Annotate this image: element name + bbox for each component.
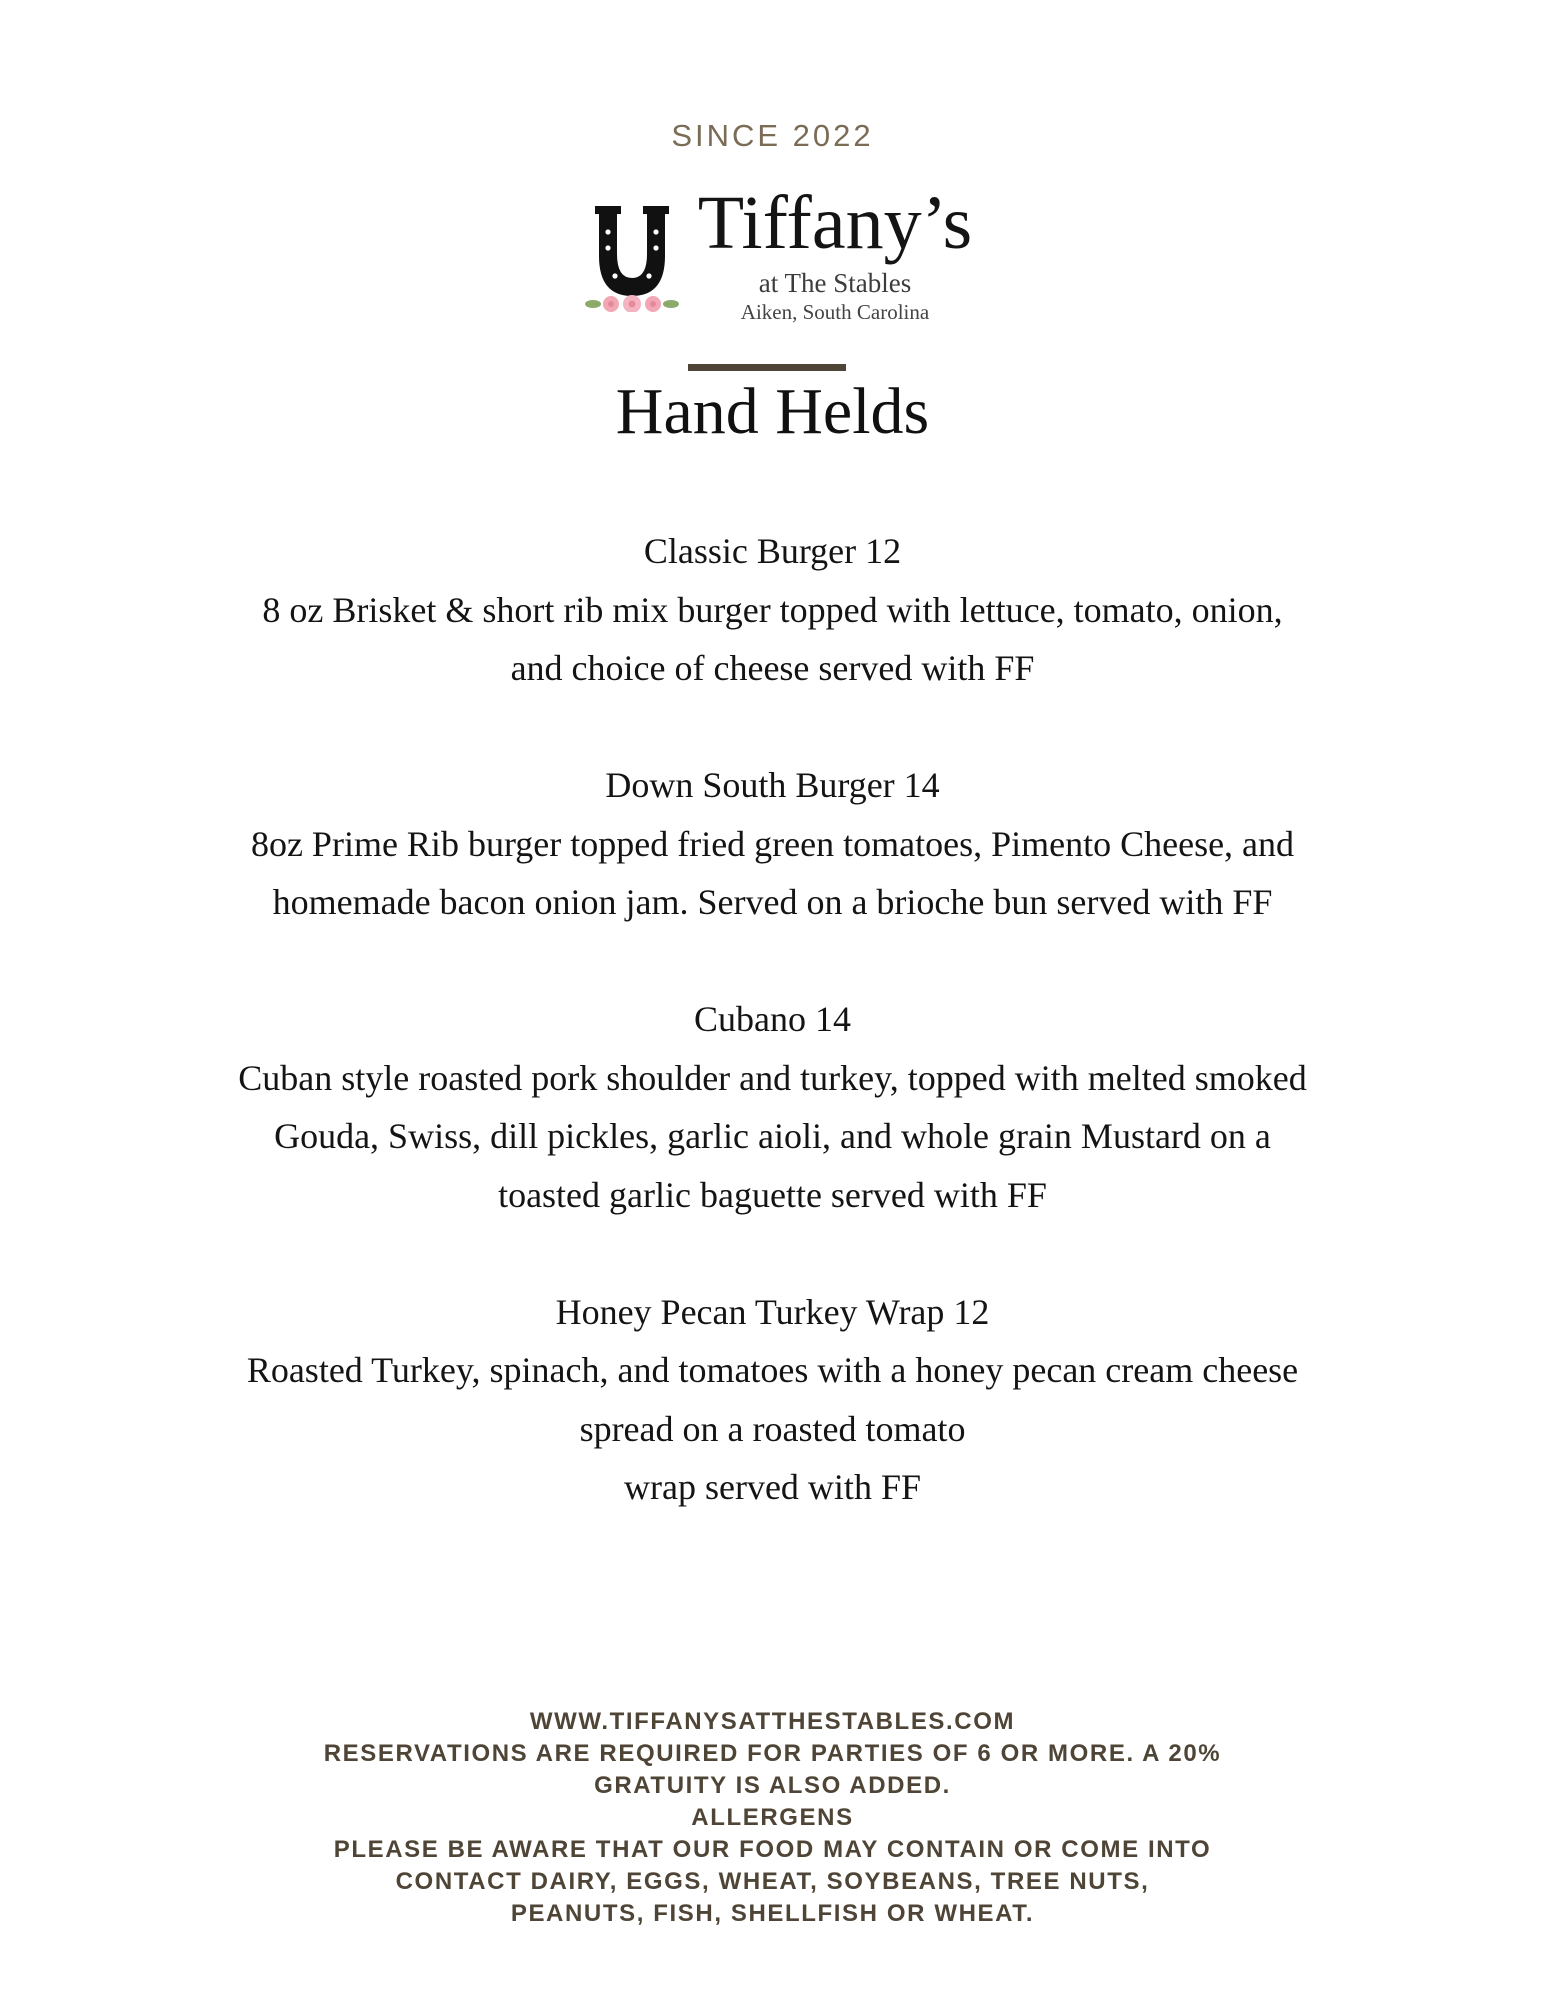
footer-notice [0, 1706, 1545, 1930]
allergens-notice-line: CONTACT DAIRY, EGGS, WHEAT, SOYBEANS, TREE NUTS, [395, 1868, 1150, 1895]
menu-item-down-south-burger [140, 756, 1405, 932]
menu-item-description-line: toasted garlic baguette served with FF [498, 1174, 1047, 1215]
menu-item-name: Cubano 14 [694, 999, 851, 1039]
logo-name: Tiffany’s [697, 181, 973, 265]
allergens-heading: ALLERGENS [691, 1804, 854, 1831]
menu-item-cubano [140, 990, 1405, 1224]
menu-item-description-line: Roasted Turkey, spinach, and tomatoes with a honey pecan cream cheese [246, 1350, 1299, 1390]
logo-subtitle: at The Stables [758, 268, 912, 298]
menu-item-name: Down South Burger 14 [605, 765, 940, 805]
menu-item-honey-pecan-turkey-wrap [140, 1283, 1405, 1517]
menu-item-description-line: homemade bacon onion jam. Served on a brioche bun served with FF [272, 882, 1273, 922]
menu-item-classic-burger [140, 522, 1405, 698]
menu-item-description-line: wrap served with FF [624, 1467, 921, 1507]
allergens-notice-line: PLEASE BE AWARE THAT OUR FOOD MAY CONTAIN OR COME INTO [333, 1836, 1212, 1863]
reservations-notice-line: GRATUITY IS ALSO ADDED. [594, 1772, 951, 1799]
allergens-notice-line: PEANUTS, FISH, SHELLFISH OR WHEAT. [510, 1900, 1035, 1927]
since-label: SINCE 2022 [671, 118, 874, 153]
reservations-notice-line: RESERVATIONS ARE REQUIRED FOR PARTIES OF 6 OR MORE. A 20% [323, 1740, 1222, 1767]
restaurant-logo [555, 180, 995, 340]
logo-location: Aiken, South Carolina [740, 300, 930, 324]
menu-item-name: Classic Burger 12 [643, 531, 902, 571]
menu-item-description-line: 8oz Prime Rib burger topped fried green tomatoes, Pimento Cheese, and [250, 823, 1295, 864]
menu-item-name: Honey Pecan Turkey Wrap 12 [555, 1291, 990, 1332]
menu-item-description-line: spread on a roasted tomato [579, 1408, 966, 1449]
menu-item-description-line: Gouda, Swiss, dill pickles, garlic aioli, and whole grain Mustard on a [274, 1116, 1271, 1156]
menu-list [140, 522, 1405, 1575]
website-link[interactable]: WWW.TIFFANYSATTHESTABLES.COM [529, 1708, 1016, 1735]
menu-item-description-line: and choice of cheese served with FF [510, 648, 1035, 688]
menu-item-description-line: Cuban style roasted pork shoulder and turkey, topped with melted smoked [238, 1057, 1307, 1098]
menu-item-description-line: 8 oz Brisket & short rib mix burger topped with lettuce, tomato, onion, [262, 589, 1283, 630]
horseshoe-icon [577, 192, 687, 312]
title-divider [688, 364, 846, 371]
section-title: Hand Helds [615, 375, 930, 448]
